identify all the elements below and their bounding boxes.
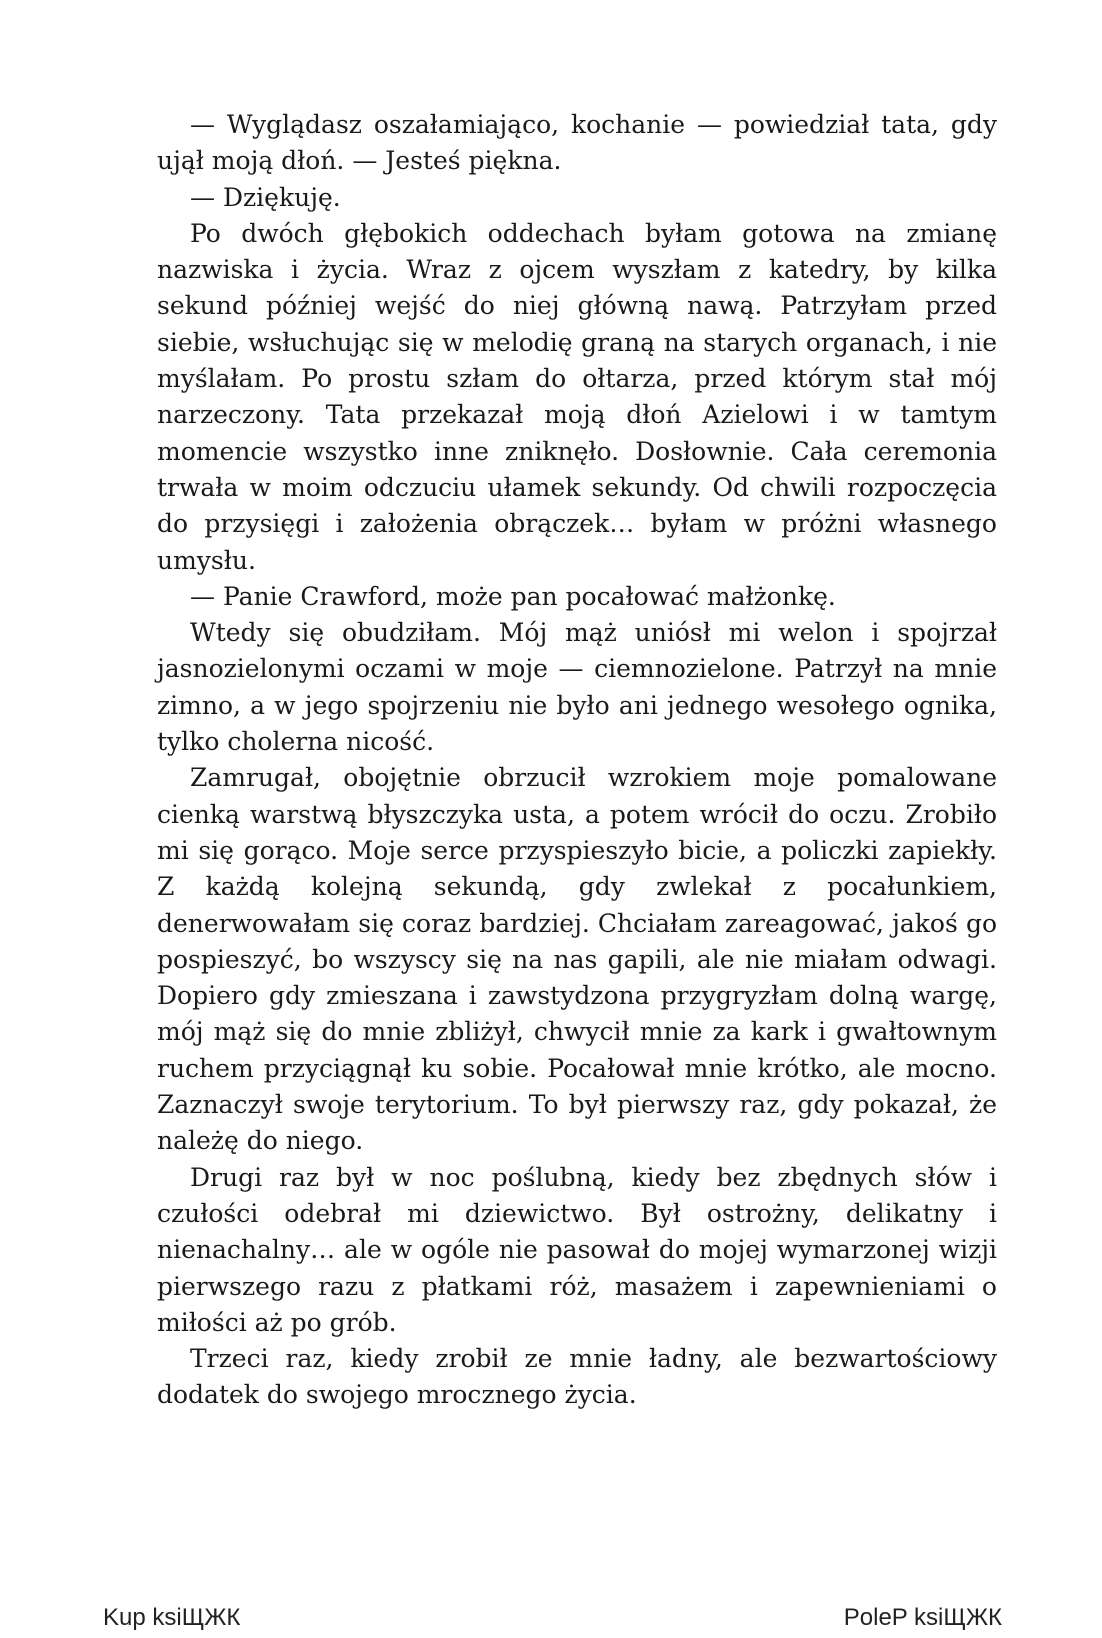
paragraph-5: Wtedy się obudziłam. Mój mąż uniósł mi welon i spojrzał jasnozielonymi oczami w moje — ciemnozielone. Patrzył na mnie zimno, a w jego spojrzeniu nie było ani jednego wesołego ognika, tylko cholerna nicość. <box>157 618 997 757</box>
buy-book-link[interactable]: Kup ksiЩЖК <box>103 1604 241 1631</box>
page-body-text <box>157 107 997 1414</box>
paragraph-7: Drugi raz był w noc poślubną, kiedy bez zbędnych słów i czułości odebrał mi dziewictwo. Był ostrożny, delikatny i nienachalny… ale w ogóle nie pasował do mojej wymarzonej wizji pierwszego razu z płatkami róż, masażem i zapewnieniami o miłości aż po grób. <box>157 1162 997 1337</box>
paragraph-6: Zamrugał, obojętnie obrzucił wzrokiem moje pomalowane cienką warstwą błyszczyka usta, a potem wrócił do oczu. Zrobiło mi się gorąco. Moje serce przyspieszyło bicie, a policzki zapiekły. Z każdą kolejną sekundą, gdy zwlekał z pocałunkiem, denerwowałam się coraz bardziej. Chciałam zareagować, jakoś go pospieszyć, bo wszyscy się na nas gapili, ale nie miałam odwagi. Dopiero gdy zmieszana i zawstydzona przygryzłam dolną wargę, mój mąż się do mnie zbliżył, chwycił mnie za kark i gwałtownym ruchem przyciągnął ku sobie. Pocałował mnie krótko, ale mocno. Zaznaczył swoje terytorium. To był pierwszy raz, gdy pokazał, że należę do niego. <box>157 763 997 1156</box>
paragraph-8: Trzeci raz, kiedy zrobił ze mnie ładny, ale bezwartościowy dodatek do swojego mrocznego życia. <box>157 1344 997 1410</box>
paragraph-4: — Panie Crawford, może pan pocałować małżonkę. <box>190 581 836 611</box>
paragraph-2: — Dziękuję. <box>190 182 341 212</box>
paragraph-1: — Wyglądasz oszałamiająco, kochanie — powiedział tata, gdy ujął moją dłoń. — Jesteś piękna. <box>157 110 997 176</box>
paragraph-3: Po dwóch głębokich oddechach byłam gotowa na zmianę nazwiska i życia. Wraz z ojcem wyszłam z katedry, by kilka sekund później wejść do niej główną nawą. Patrzyłam przed siebie, wsłuchując się w melodię graną na starych organach, i nie myślałam. Po prostu szłam do ołtarza, przed którym stał mój narzeczony. Tata przekazał moją dłoń Azielowi i w tamtym momencie wszystko inne zniknęło. Dosłownie. Cała ceremonia trwała w moim odczuciu ułamek sekundy. Od chwili rozpoczęcia do przysięgi i założenia obrączek… byłam w próżni własnego umysłu. <box>157 218 997 575</box>
recommend-book-link[interactable]: PoleP ksiЩЖК <box>843 1604 1002 1631</box>
